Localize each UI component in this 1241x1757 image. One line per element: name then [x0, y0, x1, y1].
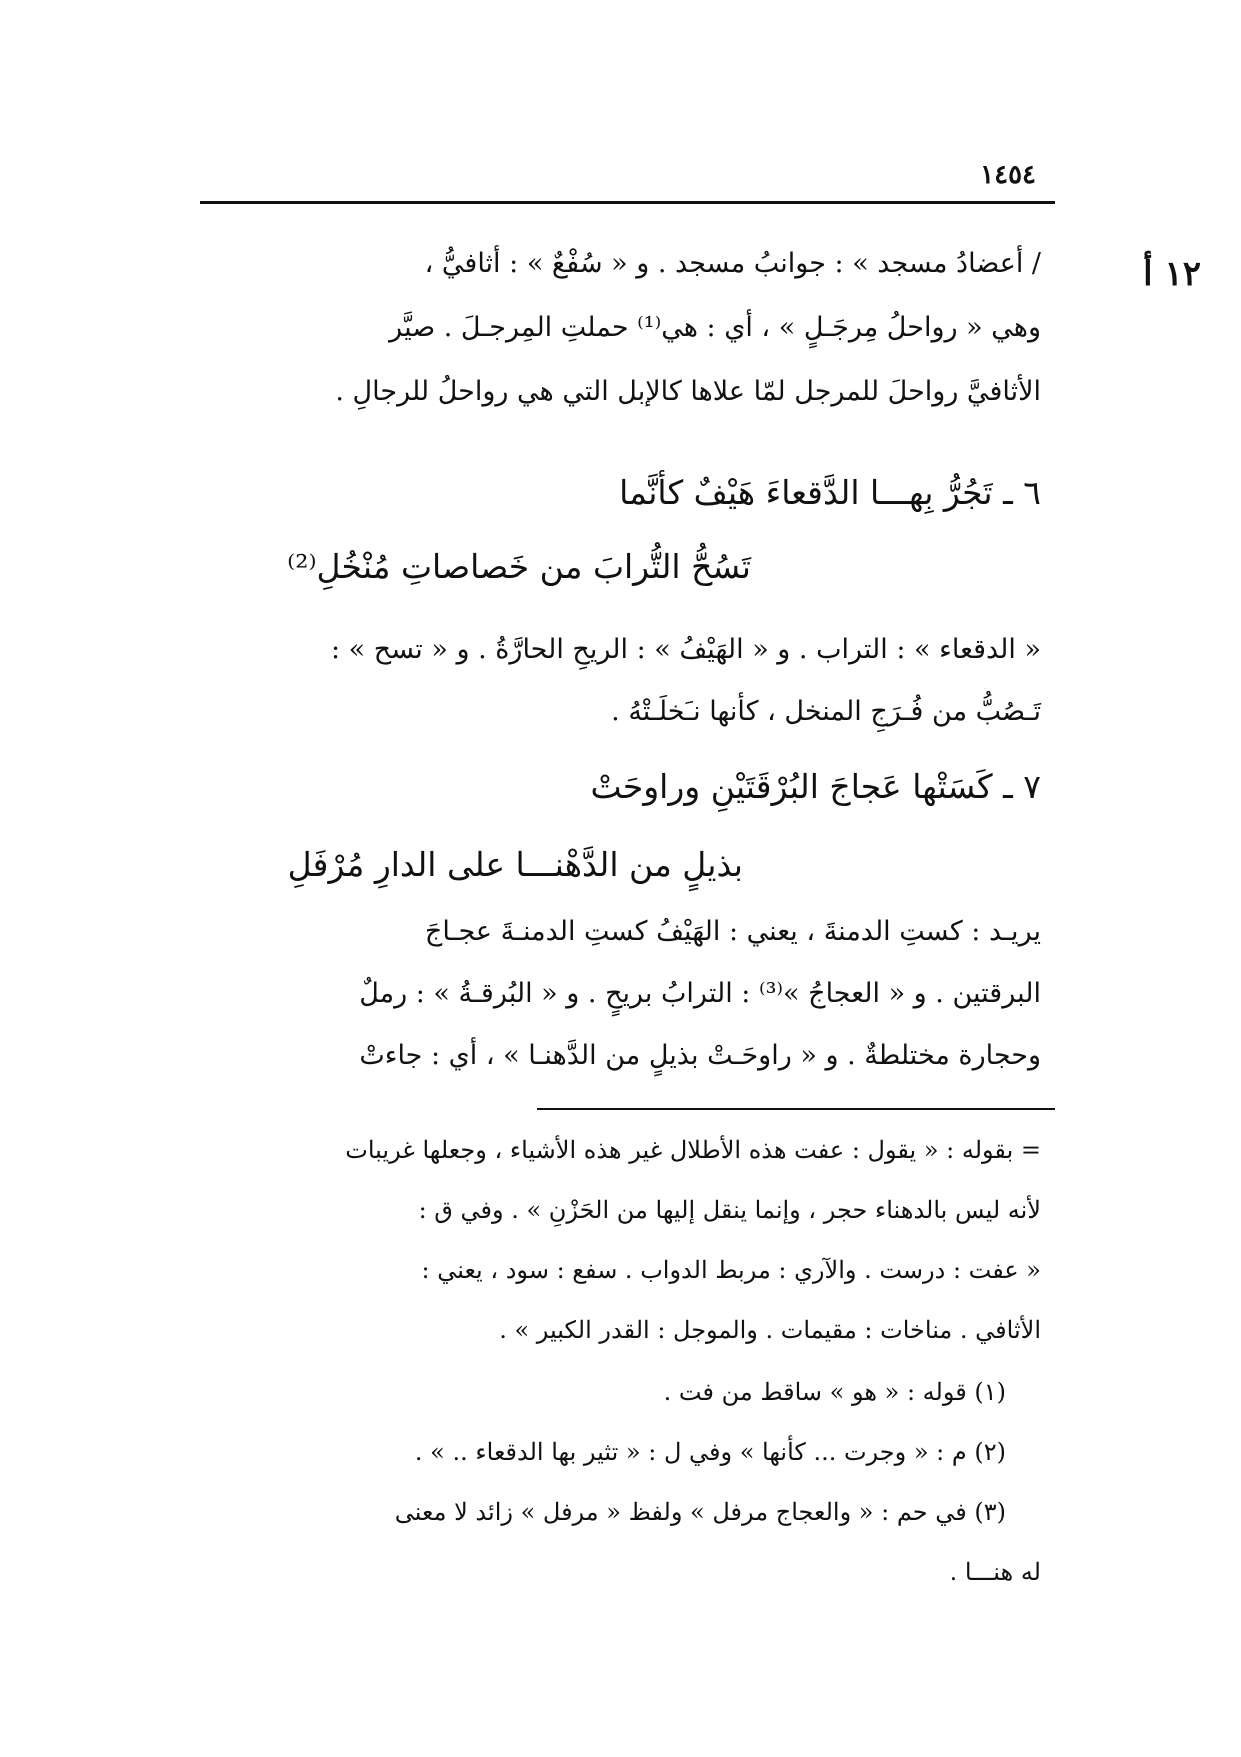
footnote-continuation-line: « عفت : درست . والآري : مربط الدواب . سفع : سود ، يعني :	[421, 1256, 1041, 1284]
header-rule	[200, 201, 1055, 204]
commentary-line: البرقتين . و « العجاجُ »⁽³⁾ : الترابُ بريحٍ . و « البُرقـةُ » : رملٌ	[359, 978, 1041, 1009]
footnote-continuation-line: = بقوله : « يقول : عفت هذه الأطلال غير هذه الأشياء ، وجعلها غريبات	[345, 1136, 1041, 1164]
commentary-line: وهي « رواحلُ مِرجَـلٍ » ، أي : هي⁽¹⁾ حملتِ المِرجـلَ . صيَّر	[389, 312, 1041, 343]
page-number: ١٤٥٤	[980, 160, 1036, 190]
verse-7-second-hemistich: بذيلٍ من الدَّهْنـــا على الدارِ مُرْفَلِ	[287, 845, 743, 884]
footnote-2: (٢) م : « وجرت ... كأنها » وفي ل : « تثير بها الدقعاء .. » .	[414, 1438, 1006, 1466]
footnote-separator	[537, 1108, 1055, 1110]
commentary-line: « الدقعاء » : التراب . و « الهَيْفُ » : الريحِ الحارَّةُ . و « تسح » :	[330, 634, 1041, 665]
commentary-line: وحجارة مختلطةٌ . و « راوحَـتْ بذيلٍ من الدَّهنـا » ، أي : جاءتْ	[359, 1040, 1041, 1071]
footnote-continuation-line: لأنه ليس بالدهناء حجر ، وإنما ينقل إليها من الحَزْنِ » . وفي ق :	[418, 1196, 1041, 1224]
footnote-3-continuation: له هنـــا .	[949, 1558, 1041, 1586]
commentary-line: يريـد : كستِ الدمنةَ ، يعني : الهَيْفُ كستِ الدمنـةَ عجـاجَ	[424, 916, 1041, 947]
footnote-continuation-line: الأثافي . مناخات : مقيمات . والموجل : القدر الكبير » .	[499, 1316, 1041, 1344]
commentary-line: تَـصُبُّ من فُـرَجِ المنخل ، كأنها نـَخلَـتْهُ .	[611, 696, 1041, 727]
commentary-line: الأثافيَّ رواحلَ للمرجل لمّا علاها كالإبل التي هي رواحلُ للرجالِ .	[335, 376, 1041, 407]
commentary-line: / أعضادُ مسجد » : جوانبُ مسجد . و « سُفْعٌ » : أثافيُّ ،	[424, 248, 1041, 279]
verse-7-first-hemistich: ٧ ـ كَسَتْها عَجاجَ البُرْقَتَيْنِ وراوحَتْ	[590, 767, 1041, 806]
margin-folio-reference: ١٢ أ	[1143, 254, 1201, 294]
footnote-1: (١) قوله : « هو » ساقط من فت .	[663, 1378, 1006, 1406]
verse-6-first-hemistich: ٦ ـ تَجُرُّ بِهـــا الدَّقعاءَ هَيْفٌ كأنَّما	[619, 473, 1041, 512]
verse-6-second-hemistich: تَسُحُّ التُّرابَ من خَصاصاتِ مُنْخُلِ⁽²⁾	[287, 547, 751, 586]
footnote-3: (٣) في حم : « والعجاج مرفل » ولفظ « مرفل » زائد لا معنى	[394, 1498, 1006, 1526]
